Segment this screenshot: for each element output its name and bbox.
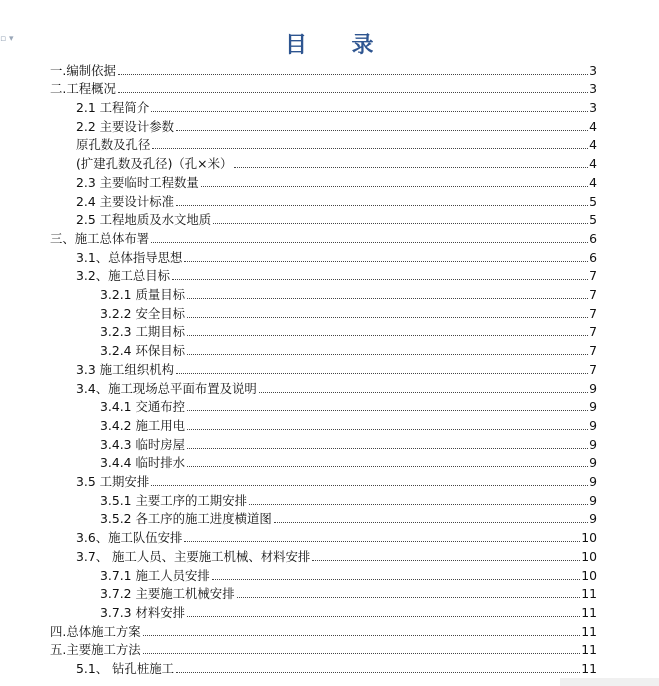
toc-entry[interactable] <box>100 433 597 452</box>
toc-entry-label: 2.4 主要设计标准 <box>76 193 174 209</box>
toc-entry-label: 3.2.3 工期目标 <box>100 324 186 340</box>
toc-entry[interactable] <box>76 209 597 228</box>
toc-leader-dots <box>213 222 588 224</box>
title-char-2: 录 <box>351 32 375 58</box>
toc-leader-dots <box>151 241 588 243</box>
toc-entry-page-number: 7 <box>589 324 597 340</box>
toc-entry-label: 3.7.2 主要施工机械安排 <box>100 586 235 602</box>
toc-entry[interactable] <box>76 171 597 190</box>
toc-leader-dots <box>176 372 588 374</box>
toc-leader-dots <box>184 260 588 262</box>
toc-entry[interactable] <box>76 246 597 265</box>
toc-entry[interactable] <box>76 657 597 676</box>
toc-entry-page-number: 9 <box>589 380 597 396</box>
toc-entry-page-number: 7 <box>589 268 597 284</box>
toc-entry-page-number: 9 <box>589 492 597 508</box>
toc-entry[interactable] <box>50 639 597 658</box>
toc-leader-dots <box>152 147 588 149</box>
toc-entry-label: 二.工程概况 <box>50 81 116 97</box>
toc-entry[interactable] <box>76 358 597 377</box>
toc-entry-page-number: 3 <box>589 62 597 78</box>
toc-entry[interactable] <box>100 340 597 359</box>
toc-entry-page-number: 11 <box>581 642 597 658</box>
toc-entry[interactable] <box>100 601 597 620</box>
toc-entry-label: 一.编制依据 <box>50 62 116 78</box>
title-char-1: 目 <box>284 32 308 58</box>
toc-leader-dots <box>184 540 580 542</box>
toc-entry-label: 3.7、 施工人员、主要施工机械、材料安排 <box>76 548 311 564</box>
toc-leader-dots <box>187 615 580 617</box>
toc-entry[interactable] <box>76 153 597 172</box>
toc-entry[interactable] <box>100 508 597 527</box>
margin-marker-icon: ▫ ▾ <box>0 34 14 44</box>
toc-entry-page-number: 11 <box>581 661 597 677</box>
toc-entry-label: 3.2.4 环保目标 <box>100 343 186 359</box>
toc-entry[interactable] <box>100 283 597 302</box>
toc-leader-dots <box>312 559 580 561</box>
toc-entry-page-number: 5 <box>589 212 597 228</box>
toc-entry[interactable] <box>50 78 597 97</box>
toc-entry-label: 三、施工总体布署 <box>50 230 150 246</box>
toc-entry[interactable] <box>100 564 597 583</box>
toc-entry-page-number: 4 <box>589 137 597 153</box>
toc-entry-page-number: 9 <box>589 474 597 490</box>
toc-entry[interactable] <box>76 470 597 489</box>
toc-leader-dots <box>187 447 588 449</box>
toc-entry[interactable] <box>100 321 597 340</box>
toc-entry-label: 五.主要施工方法 <box>50 642 141 658</box>
toc-entry[interactable] <box>76 96 597 115</box>
toc-entry-label: 3.1、总体指导思想 <box>76 249 183 265</box>
toc-entry-label: (扩建孔数及孔径)（孔×米） <box>76 156 233 172</box>
toc-entry-page-number: 10 <box>581 567 597 583</box>
toc-entry-page-number: 11 <box>581 586 597 602</box>
toc-leader-dots <box>118 91 588 93</box>
toc-entry-page-number: 9 <box>589 455 597 471</box>
toc-entry-page-number: 9 <box>589 399 597 415</box>
toc-leader-dots <box>187 316 588 318</box>
toc-entry-page-number: 10 <box>581 530 597 546</box>
toc-entry[interactable] <box>76 527 597 546</box>
toc-leader-dots <box>176 671 580 673</box>
toc-leader-dots <box>143 634 581 636</box>
toc-entry-label: 2.1 工程简介 <box>76 100 150 116</box>
toc-entry-page-number: 7 <box>589 287 597 303</box>
toc-entry-page-number: 4 <box>589 156 597 172</box>
toc-entry-page-number: 7 <box>589 361 597 377</box>
toc-entry-page-number: 7 <box>589 343 597 359</box>
toc-entry[interactable] <box>76 115 597 134</box>
toc-entry[interactable] <box>100 396 597 415</box>
toc-leader-dots <box>176 204 588 206</box>
toc-entry-page-number: 9 <box>589 511 597 527</box>
toc-entry-page-number: 4 <box>589 174 597 190</box>
toc-entry-page-number: 3 <box>589 81 597 97</box>
toc-leader-dots <box>212 578 580 580</box>
toc-leader-dots <box>143 652 581 654</box>
toc-entry-label: 3.6、施工队伍安排 <box>76 530 183 546</box>
toc-leader-dots <box>234 166 588 168</box>
toc-entry-label: 四.总体施工方案 <box>50 623 141 639</box>
toc-entry-label: 3.4.3 临时房屋 <box>100 436 186 452</box>
toc-leader-dots <box>259 391 588 393</box>
toc-entry-label: 3.5.1 主要工序的工期安排 <box>100 492 247 508</box>
toc-entry[interactable] <box>50 620 597 639</box>
toc-entry[interactable] <box>100 452 597 471</box>
toc-leader-dots <box>172 278 588 280</box>
toc-entry[interactable] <box>100 583 597 602</box>
toc-leader-dots <box>201 185 588 187</box>
toc-entry-page-number: 9 <box>589 417 597 433</box>
toc-leader-dots <box>249 503 588 505</box>
toc-leader-dots <box>187 409 588 411</box>
toc-entry-page-number: 11 <box>581 623 597 639</box>
toc-entry[interactable] <box>76 134 597 153</box>
toc-entry[interactable] <box>76 545 597 564</box>
toc-entry-page-number: 10 <box>581 548 597 564</box>
toc-entry-page-number: 9 <box>589 436 597 452</box>
toc-entry-page-number: 7 <box>589 305 597 321</box>
toc-leader-dots <box>187 465 588 467</box>
toc-leader-dots <box>118 73 588 75</box>
toc-entry-label: 3.4、施工现场总平面布置及说明 <box>76 380 257 396</box>
toc-entry[interactable] <box>100 302 597 321</box>
toc-entry[interactable] <box>100 414 597 433</box>
toc-entry[interactable] <box>76 190 597 209</box>
toc-entry[interactable] <box>50 227 597 246</box>
toc-entry-label: 3.7.3 材料安排 <box>100 604 186 620</box>
toc-entry-page-number: 5 <box>589 193 597 209</box>
toc-leader-dots <box>237 596 581 598</box>
toc-leader-dots <box>151 484 588 486</box>
toc-leader-dots <box>187 428 588 430</box>
toc-entry-label: 3.2.1 质量目标 <box>100 287 186 303</box>
toc-entry-label: 3.5 工期安排 <box>76 474 150 490</box>
toc-entry[interactable] <box>100 489 597 508</box>
toc-entry-label: 5.1、 钻孔桩施工 <box>76 661 174 677</box>
page-title <box>0 28 659 59</box>
toc-entry-page-number: 4 <box>589 118 597 134</box>
toc-leader-dots <box>176 129 588 131</box>
toc-entry-label: 3.5.2 各工序的施工进度横道图 <box>100 511 272 527</box>
toc-entry-label: 3.2.2 安全目标 <box>100 305 186 321</box>
toc-entry-label: 2.3 主要临时工程数量 <box>76 174 199 190</box>
toc-entry[interactable] <box>76 377 597 396</box>
toc-leader-dots <box>274 521 588 523</box>
toc-entry-label: 3.4.1 交通布控 <box>100 399 186 415</box>
toc-leader-dots <box>187 353 588 355</box>
toc-entry-label: 2.2 主要设计参数 <box>76 118 174 134</box>
toc-entry-label: 原孔数及孔径 <box>76 137 151 153</box>
toc-entry-page-number: 11 <box>581 604 597 620</box>
status-strip <box>560 678 659 686</box>
toc-entry-label: 2.5 工程地质及水文地质 <box>76 212 212 228</box>
toc-entry[interactable] <box>50 59 597 78</box>
toc-entry-label: 3.7.1 施工人员安排 <box>100 567 210 583</box>
toc-leader-dots <box>187 297 588 299</box>
toc-entry-label: 3.2、施工总目标 <box>76 268 171 284</box>
toc-entry-label: 3.4.4 临时排水 <box>100 455 186 471</box>
toc-leader-dots <box>151 110 588 112</box>
toc-entry-label: 3.3 施工组织机构 <box>76 361 174 377</box>
toc-entry[interactable] <box>76 265 597 284</box>
toc-leader-dots <box>187 334 588 336</box>
toc-entry-page-number: 6 <box>589 230 597 246</box>
toc-entry-label: 3.4.2 施工用电 <box>100 417 186 433</box>
toc-entry-page-number: 3 <box>589 100 597 116</box>
toc-entry-page-number: 6 <box>589 249 597 265</box>
